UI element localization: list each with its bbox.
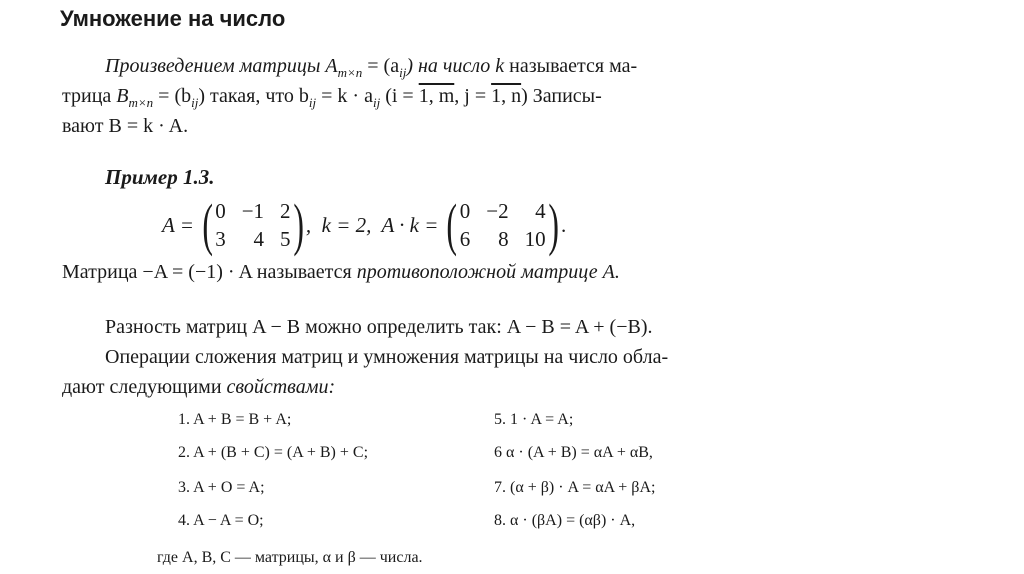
property-2: 2. A + (B + C) = (A + B) + C; [178, 444, 369, 461]
def-term: Произведением матрицы [105, 55, 321, 77]
operations-line-2: дают следующими свойствами: [62, 376, 336, 398]
example-formula: A = ( 0 −1 2 3 4 5 ) , k = 2, A · k = ( 0 −2 4 6 8 10 ) . [162, 192, 567, 257]
right-paren: ) [547, 192, 559, 257]
property-8: 8. α · (βA) = (αβ) · A, [494, 512, 636, 529]
definition-paragraph: Произведением матрицы $A_{m\times n} = (a_{ij})$ на число k называется ма- [105, 55, 638, 80]
left-paren: ( [202, 192, 213, 257]
left-paren: ( [446, 192, 458, 257]
property-4: 4. A − A = O; [178, 512, 264, 529]
matrix-ak: 0 −2 4 6 8 10 [459, 199, 546, 251]
definition-line-2: трица $B_{m\times n} = (b_{ij})$ такая, что $b_{ij} = k \cdot a_{ij}$ (i = 1, m, j = 1, n) Записы- [62, 85, 602, 110]
property-7: 7. (α + β) · A = αA + βA; [494, 479, 656, 496]
property-3: 3. A + O = A; [178, 479, 265, 496]
property-1: 1. A + B = B + A; [178, 411, 292, 428]
property-6: 6 α · (A + B) = αA + αB, [494, 444, 653, 461]
k-text: , k = 2, A · k = [305, 212, 439, 237]
example-label: Пример 1.3. [105, 165, 215, 189]
definition-line-3: вают B = k · A. [62, 115, 189, 137]
matrix-a: 0 −1 2 3 4 5 [215, 199, 291, 251]
right-paren: ) [292, 192, 304, 257]
footnote: где A, B, C — матрицы, α и β — числа. [157, 549, 423, 566]
property-5: 5. 1 · A = A; [494, 411, 574, 428]
section-title: Умножение на число [60, 6, 286, 31]
difference-line: Разность матриц A − B можно определить так: A − B = A + (−B). [105, 316, 653, 338]
opposite-matrix-line: Матрица −A = (−1) · A называется противоположной матрице A. [62, 261, 620, 283]
operations-line-1: Операции сложения матриц и умножения матрицы на число обла- [105, 346, 669, 368]
a-equals: A = [162, 212, 194, 237]
